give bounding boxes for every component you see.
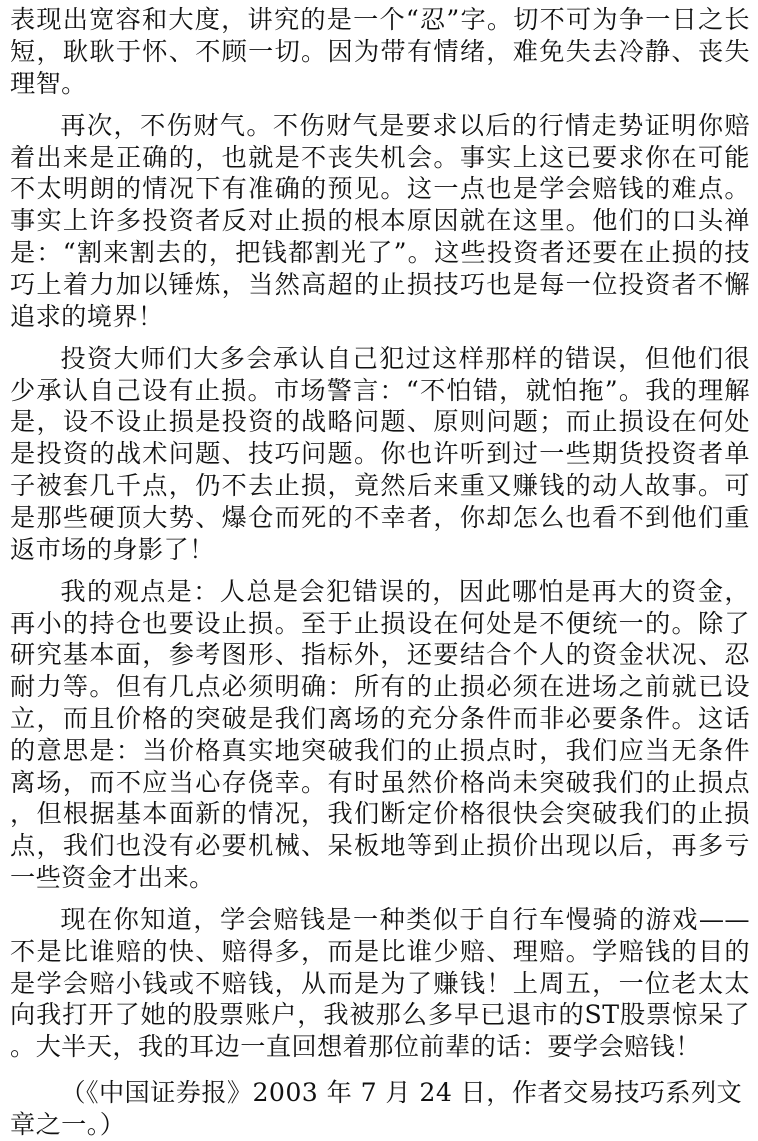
source-note: （《中国证券报》2003 年 7 月 24 日，作者交易技巧系列文章之一。）	[10, 1078, 743, 1139]
paragraph-masters-stop-loss: 投资大师们大多会承认自己犯过这样那样的错误，但他们很少承认自己设有止损。市场警言：“不怕错，就怕拖”。我的理解是，设不设止损是投资的战略问题、原则问题；而止损设在何处是投资的战术问题、技巧问题。你也许听到过一些期货投资者单子被套几千点，仍不去止损，竟然后来重又赚钱的动人故事。可是那些硬顶大势、爆仓而死的不幸者，你却怎么也看不到他们重返市场的身影了！	[10, 343, 750, 564]
paragraph-conclusion: 现在你知道，学会赔钱是一种类似于自行车慢骑的游戏——不是比谁赔的快、赔得多，而是比谁少赔、理赔。学赔钱的目的是学会赔小钱或不赔钱，从而是为了赚钱！上周五，一位老太太向我打开了她的股票账户，我被那么多早已退市的ST股票惊呆了。大半天，我的耳边一直回想着那位前辈的话：要学会赔钱！	[10, 905, 750, 1062]
paragraph-author-view: 我的观点是：人总是会犯错误的，因此哪怕是再大的资金，再小的持仓也要设止损。至于止损设在何处是不便统一的。除了研究基本面，参考图形、指标外，还要结合个人的资金状况、忍耐力等。但有几点必须明确：所有的止损必须在进场之前就已设立，而且价格的突破是我们离场的充分条件而非必要条件。这话的意思是：当价格真实地突破我们的止损点时，我们应当无条件离场，而不应当心存侥幸。有时虽然价格尚未突破我们的止损点，但根据基本面新的情况，我们断定价格很快会突破我们的止损点，我们也没有必要机械、呆板地等到止损价出现以后，再多亏一些资金才出来。	[10, 576, 750, 892]
paragraph-continuation: 表现出宽容和大度，讲究的是一个“忍”字。切不可为争一日之长短，耿耿于怀、不顾一切。因为带有情绪，难免失去冷静、丧失理智。	[10, 5, 750, 98]
paragraph-financial-loss: 再次，不伤财气。不伤财气是要求以后的行情走势证明你赔着出来是正确的，也就是不丧失机会。事实上这已要求你在可能不太明朗的情况下有准确的预见。这一点也是学会赔钱的难点。事实上许多投资者反对止损的根本原因就在这里。他们的口头禅是：“割来割去的，把钱都割光了”。这些投资者还要在止损的技巧上着力加以锤炼，当然高超的止损技巧也是每一位投资者不懈追求的境界！	[10, 110, 750, 331]
